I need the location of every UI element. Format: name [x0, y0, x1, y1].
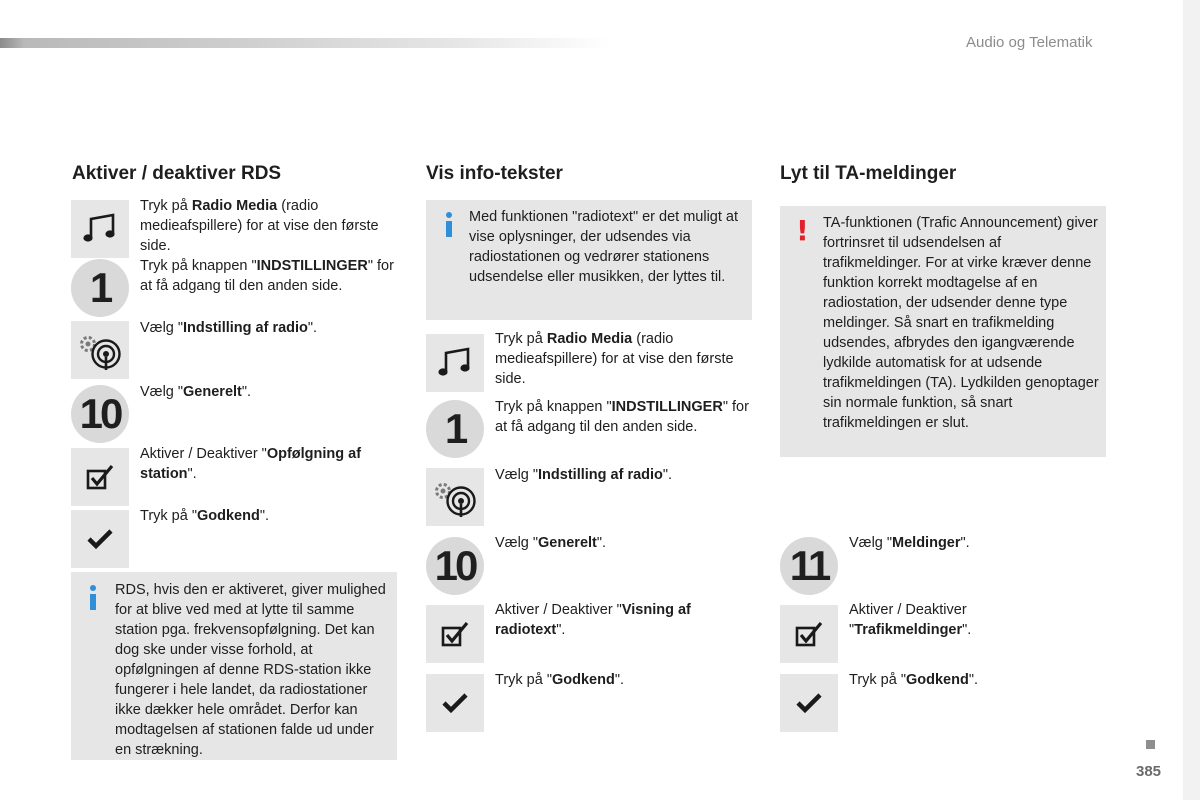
radiotext-info-text: Med funktionen "radiotext" er det muligt at vise oplysninger, der udsendes via radiostationen og vedrører stationens udsendelse eller musikken, der lyttes til.	[469, 209, 739, 285]
music-note-icon	[71, 200, 129, 258]
col1-step5-text: Tryk på "Godkend".	[140, 508, 270, 524]
col3-heading: Lyt til TA-meldinger	[780, 163, 957, 184]
checkmark-icon	[71, 510, 129, 568]
info-icon	[89, 585, 97, 610]
col1-step2-text: Vælg "Indstilling af radio".	[140, 320, 318, 336]
col1-step4-text: Aktiver / Deaktiver "Opfølgning af station".	[140, 446, 362, 482]
col1-heading: Aktiver / deaktiver RDS	[72, 163, 282, 184]
ta-warning-text: TA-funktionen (Trafic Announcement) giver fortrinsret til udsendelsen af trafikmeldinger. For at virke kræver denne funktion korrekt modtagelse af en radiostation, der udsender denne type meldinger. Så snart en trafikmelding udsendes, afbrydes den igangværende lydkilde automatisk for at udsende trafikmeldingen (TA). Lydkilden genoptager sin normale funktion, så snart trafikmeldingen er slut.	[823, 215, 1099, 431]
rds-info-text: RDS, hvis den er aktiveret, giver mulighed for at blive ved med at lytte til samme station pga. frekvensopfølgning. Det kan dog ske under visse forhold, at opfølgningen af denne RDS-station ikke fungerer i hele landet, da radiostationer ikke dækker hele området. Derfor kan modtagelsen af stationen falde ud under en strækning.	[115, 582, 386, 758]
radio-settings-icon	[426, 468, 484, 526]
page-number: 385	[1136, 763, 1162, 780]
col1-step3-text: Vælg "Generelt".	[140, 384, 252, 400]
col3-step3-text: Tryk på "Godkend".	[849, 672, 979, 688]
col2-step3-text: Vælg "Generelt".	[495, 535, 607, 551]
step-number-11: 11	[780, 537, 838, 595]
checkmark-icon	[426, 674, 484, 732]
col2-heading: Vis info-tekster	[426, 163, 563, 184]
radio-settings-icon	[71, 321, 129, 379]
col3-step1-text: Vælg "Meldinger".	[849, 535, 970, 551]
page-edge-strip	[1183, 0, 1200, 800]
ta-warning-note	[780, 206, 1106, 457]
col2-step1b-text: Tryk på knappen "INDSTILLINGER" for at få adgang til den anden side.	[495, 399, 749, 435]
page-marker	[1146, 740, 1155, 749]
step-number-10: 10	[426, 537, 484, 595]
col2-step1a-text: Tryk på Radio Media (radio medieafspillere) for at vise den første side.	[495, 331, 734, 387]
col2-step5-text: Tryk på "Godkend".	[495, 672, 625, 688]
music-note-icon	[426, 334, 484, 392]
checkbox-icon	[780, 605, 838, 663]
checkbox-icon	[426, 605, 484, 663]
col1-step1b-text: Tryk på knappen "INDSTILLINGER" for at få adgang til den anden side.	[140, 258, 394, 294]
col2-step2-text: Vælg "Indstilling af radio".	[495, 467, 673, 483]
col1-step1a-text: Tryk på Radio Media (radio medieafspillere) for at vise den første side.	[140, 198, 379, 254]
rds-info-note	[71, 572, 397, 760]
info-icon	[445, 212, 453, 237]
header-decor-bar	[0, 38, 610, 48]
radiotext-info-note	[426, 200, 752, 320]
checkbox-icon	[71, 448, 129, 506]
warning-icon: !	[796, 214, 809, 247]
col3-step2-text: Aktiver / Deaktiver "Trafikmeldinger".	[849, 602, 972, 638]
step-number-1: 1	[71, 259, 129, 317]
section-title: Audio og Telematik	[966, 34, 1093, 51]
step-number-1: 1	[426, 400, 484, 458]
checkmark-icon	[780, 674, 838, 732]
col2-step4-text: Aktiver / Deaktiver "Visning af radiotext".	[495, 602, 691, 638]
step-number-10: 10	[71, 385, 129, 443]
